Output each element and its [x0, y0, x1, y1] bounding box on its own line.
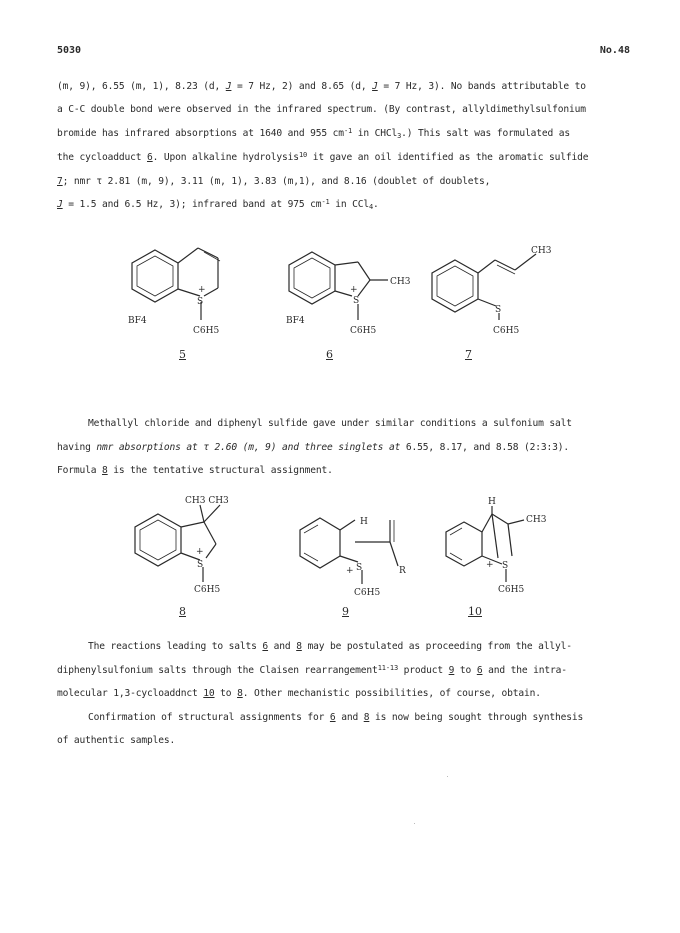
- label-6: 6: [326, 348, 333, 361]
- sulfur-6: S: [353, 296, 360, 306]
- issue-number: No.48: [599, 45, 630, 56]
- sulfur-8: S: [197, 560, 204, 570]
- structure-10: [430, 492, 580, 612]
- r-9: R: [399, 566, 406, 576]
- sulfur-9: S: [356, 563, 363, 573]
- structure-6: [280, 240, 420, 355]
- para2-line1: Methallyl chloride and diphenyl sulfide gave under similar conditions a sulfonium salt: [88, 418, 572, 429]
- para1-line1: (m, 9), 6.55 (m, 1), 8.23 (d, J = 7 Hz, 2) and 8.65 (d, J = 7 Hz, 3). No bands attributable to: [57, 81, 586, 92]
- para3-line1: The reactions leading to salts 6 and 8 may be postulated as proceeding from the allyl-: [88, 641, 572, 652]
- sulfur-5: S: [197, 297, 204, 307]
- label-5: 5: [179, 348, 186, 361]
- para3-line3: molecular 1,3-cycloaddnct 10 to 8. Other mechanistic possibilities, of course, obtain.: [57, 688, 541, 699]
- phenyl-8: C6H5: [194, 585, 221, 595]
- page-number: 5030: [57, 45, 82, 56]
- scan-speck: [447, 776, 448, 777]
- label-7: 7: [465, 348, 472, 361]
- phenyl-7: C6H5: [493, 326, 520, 336]
- scan-speck: [414, 823, 415, 824]
- para1-line6: J = 1.5 and 6.5 Hz, 3); infrared band at 975 $cm^{-1}$ in CCl$_4$.: [57, 198, 379, 211]
- structure-9: [290, 500, 430, 610]
- h-9: H: [360, 517, 368, 527]
- sulfur-7: S: [495, 305, 502, 315]
- charge-plus-10: +: [486, 560, 494, 570]
- charge-plus-5: +: [198, 285, 206, 295]
- para1-line3: bromide has infrared absorptions at 1640 and 955 $cm^{-1}$ in CHCl$_3$.) This salt was formulated as: [57, 127, 570, 140]
- methyl-10: CH3: [526, 515, 547, 525]
- label-8: 8: [179, 605, 186, 618]
- charge-plus-9: +: [346, 566, 354, 576]
- phenyl-10: C6H5: [498, 585, 525, 595]
- para2-line2: having nmr absorptions at τ 2.60 (m, 9) and three singlets at 6.55, 8.17, and 8.58 (2:3:3).: [57, 442, 569, 453]
- counterion-6: BF4: [286, 316, 305, 326]
- phenyl-9: C6H5: [354, 588, 381, 598]
- para3-line2: diphenylsulfonium salts through the Claisen rearrangement$^{11-13}$ product 9 to 6 and the intra-: [57, 664, 567, 676]
- methyls-8: CH3 CH3: [185, 496, 229, 506]
- charge-plus-6: +: [350, 285, 358, 295]
- sulfur-10: S: [502, 561, 509, 571]
- para1-line4: the cycloadduct 6. Upon alkaline hydrolysis$^{10}$ it gave an oil identified as the aromatic sulfide: [57, 151, 589, 163]
- para4-line1: Confirmation of structural assignments for 6 and 8 is now being sought through synthesis: [88, 712, 584, 723]
- h-10: H: [488, 497, 496, 507]
- structure-8: [120, 492, 260, 612]
- charge-plus-8: +: [196, 547, 204, 557]
- para1-line2: a C-C double bond were observed in the infrared spectrum. (By contrast, allyldimethylsulfonium: [57, 104, 586, 115]
- para4-line2: of authentic samples.: [57, 735, 176, 746]
- label-10: 10: [468, 605, 482, 618]
- para2-line3: Formula 8 is the tentative structural assignment.: [57, 465, 333, 476]
- para1-line5: 7; nmr τ 2.81 (m, 9), 3.11 (m, 1), 3.83 (m,1), and 8.16 (doublet of doublets,: [57, 176, 491, 187]
- phenyl-5: C6H5: [193, 326, 220, 336]
- label-9: 9: [342, 605, 349, 618]
- structure-5: [120, 240, 260, 355]
- phenyl-6: C6H5: [350, 326, 377, 336]
- structure-7: [420, 240, 580, 355]
- counterion-5: BF4: [128, 316, 147, 326]
- methyl-6: CH3: [390, 277, 411, 287]
- methyl-7: CH3: [531, 246, 552, 256]
